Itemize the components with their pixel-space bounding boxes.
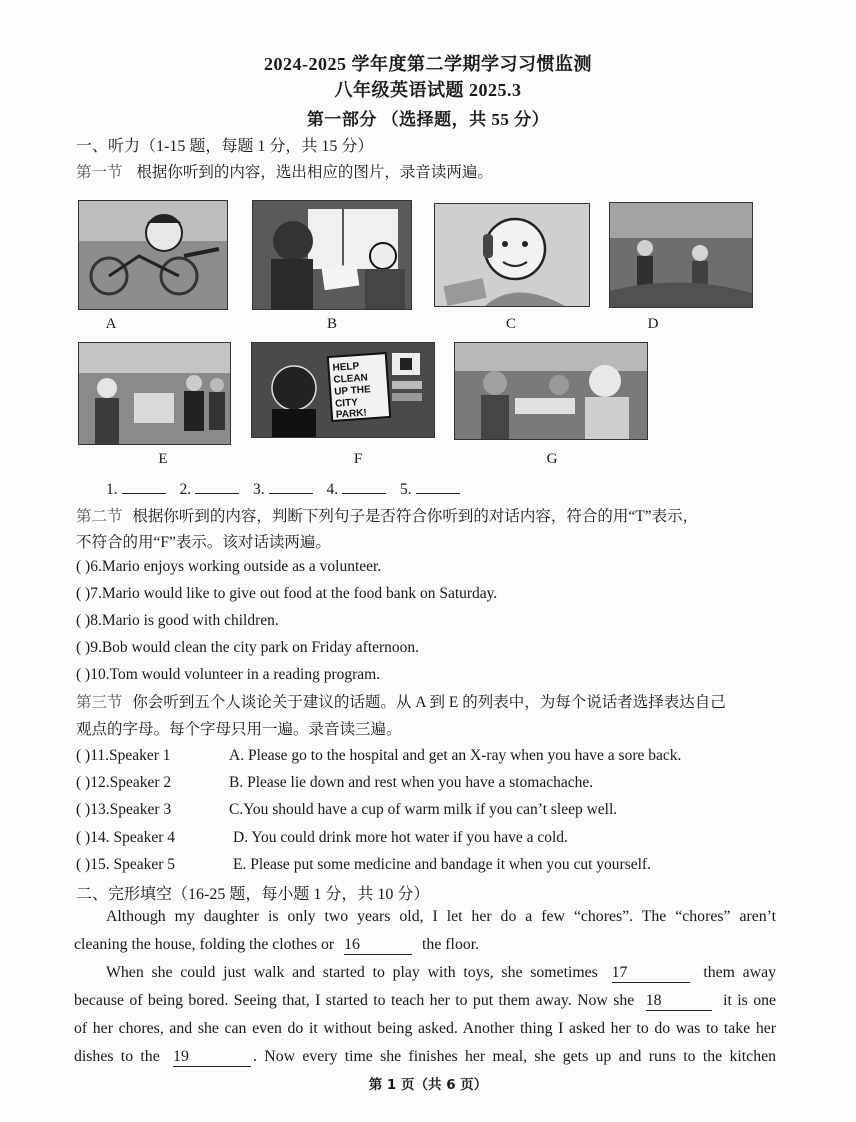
- listening-heading: 一、听力（1-15 题，每题 1 分，共 15 分）: [76, 138, 374, 155]
- answer-blank-3[interactable]: [269, 479, 313, 494]
- svg-text:CITY: CITY: [334, 397, 359, 410]
- svg-text:PARK!: PARK!: [335, 407, 368, 421]
- option-c: C.You should have a cup of warm milk if you can’t sleep well.: [229, 801, 618, 818]
- cloze-blank-19[interactable]: 19: [173, 1048, 251, 1067]
- picture-a: [78, 200, 228, 310]
- section3-text-line1: 你会听到五个人谈论关于建议的话题。从 A 到 E 的列表中，为每个说话者选择表达自己: [132, 694, 726, 711]
- answer-blank-4-label: 4.: [326, 481, 339, 498]
- picture-label-g: G: [546, 451, 558, 467]
- section2-text-line2: 不符合的用“F”表示。该对话读两遍。: [76, 534, 331, 551]
- exam-subtitle: 八年级英语试题 2025.3: [334, 80, 522, 100]
- exam-title: 2024-2025 学年度第二学期学习习惯监测: [264, 54, 592, 74]
- section1-label: 第一节: [76, 164, 123, 181]
- answer-blank-4[interactable]: [342, 479, 386, 494]
- speaker-14: ( )14. Speaker 4: [76, 829, 175, 846]
- picture-f: [251, 342, 435, 438]
- speaker-11: ( )11.Speaker 1: [76, 747, 171, 764]
- picture-label-a: A: [105, 316, 117, 332]
- cloze-p2-line2-b: it is one: [723, 992, 777, 1009]
- cloze-blank-16[interactable]: 16: [344, 936, 412, 955]
- cloze-p2-line1: [106, 964, 776, 983]
- poster-text-help: HELP: [332, 360, 360, 374]
- svg-text:CLEAN: CLEAN: [333, 372, 369, 386]
- cloze-p2-line4-b: . Now every time she finishes her meal, she gets up and runs to the kitchen: [253, 1048, 777, 1065]
- picture-g: [454, 342, 648, 440]
- svg-text:UP THE: UP THE: [333, 384, 372, 398]
- cloze-p2-line4-a: dishes to the: [74, 1048, 160, 1065]
- cloze-heading: 二、完形填空（16-25 题，每小题 1 分，共 10 分）: [76, 886, 430, 903]
- section2-instruction: [76, 504, 698, 526]
- tf-item-10: ( )10.Tom would volunteer in a reading program.: [76, 666, 381, 683]
- answer-blank-5-label: 5.: [400, 481, 412, 498]
- section2-label: 第二节: [76, 508, 123, 525]
- answer-blanks-row: [106, 479, 470, 499]
- cloze-p2-line1-b: them away: [703, 964, 777, 981]
- cloze-p2-line2: [74, 992, 776, 1011]
- speaker-12: ( )12.Speaker 2: [76, 774, 172, 791]
- tf-item-9: ( )9.Bob would clean the city park on Friday afternoon.: [76, 639, 420, 656]
- section2-text-line1: 根据你听到的内容，判断下列句子是否符合你听到的对话内容，符合的用“T”表示，: [132, 508, 699, 525]
- section1-text: 根据你听到的内容，选出相应的图片，录音读两遍。: [136, 164, 493, 181]
- section1-instruction: [76, 160, 493, 182]
- cloze-p1-line2: [74, 936, 776, 955]
- answer-blank-2-label: 2.: [179, 481, 192, 498]
- speaker-13: ( )13.Speaker 3: [76, 801, 172, 818]
- cloze-p2-line2-a: because of being bored. Seeing that, I started to teach her to put them away. Now she: [74, 992, 635, 1009]
- option-e: E. Please put some medicine and bandage it when you cut yourself.: [233, 856, 651, 873]
- picture-label-e: E: [158, 451, 168, 467]
- section3-label: 第三节: [76, 694, 123, 711]
- picture-label-f: F: [353, 451, 363, 467]
- speaker-15: ( )15. Speaker 5: [76, 856, 175, 873]
- option-d: D. You could drink more hot water if you have a cold.: [233, 829, 568, 846]
- section3-instruction: [76, 690, 726, 712]
- cloze-p1-line1: Although my daughter is only two years old, I let her do a few “chores”. The “chores” aren’t: [106, 908, 776, 925]
- answer-blank-3-label: 3.: [253, 481, 265, 498]
- answer-blank-2[interactable]: [195, 479, 239, 494]
- answer-blank-1-label: 1.: [106, 481, 118, 498]
- picture-d: [609, 202, 753, 308]
- cloze-p1-line2-a: cleaning the house, folding the clothes or: [74, 936, 335, 953]
- picture-label-c: C: [505, 316, 516, 332]
- tf-item-6: ( )6.Mario enjoys working outside as a volunteer.: [76, 558, 382, 575]
- tf-item-7: ( )7.Mario would like to give out food at the food bank on Saturday.: [76, 585, 498, 602]
- cloze-blank-18[interactable]: 18: [646, 992, 712, 1011]
- part-heading: 第一部分 （选择题，共 55 分）: [306, 110, 550, 129]
- picture-c: [434, 203, 590, 307]
- answer-blank-1[interactable]: [122, 479, 166, 494]
- option-a: A. Please go to the hospital and get an X-ray when you have a sore back.: [229, 747, 682, 764]
- picture-e: [78, 342, 231, 445]
- section3-text-line2: 观点的字母。每个字母只用一遍。录音读三遍。: [76, 721, 402, 738]
- page-number: 第 1 页（共 6 页）: [368, 1077, 488, 1093]
- cloze-p1-line2-b: the floor.: [422, 936, 480, 953]
- cloze-blank-17[interactable]: 17: [612, 964, 690, 983]
- option-b: B. Please lie down and rest when you have a stomachache.: [229, 774, 594, 791]
- cloze-p2-line1-a: When she could just walk and started to play with toys, she sometimes: [106, 964, 598, 981]
- cloze-p2-line3: of her chores, and she can even do it without being asked. Another thing I asked her to do was to take her: [74, 1020, 776, 1037]
- tf-item-8: ( )8.Mario is good with children.: [76, 612, 279, 629]
- picture-b: [252, 200, 412, 310]
- cloze-p2-line4: [74, 1048, 776, 1067]
- picture-label-d: D: [647, 316, 659, 332]
- picture-label-b: B: [326, 316, 337, 332]
- answer-blank-5[interactable]: [416, 479, 460, 494]
